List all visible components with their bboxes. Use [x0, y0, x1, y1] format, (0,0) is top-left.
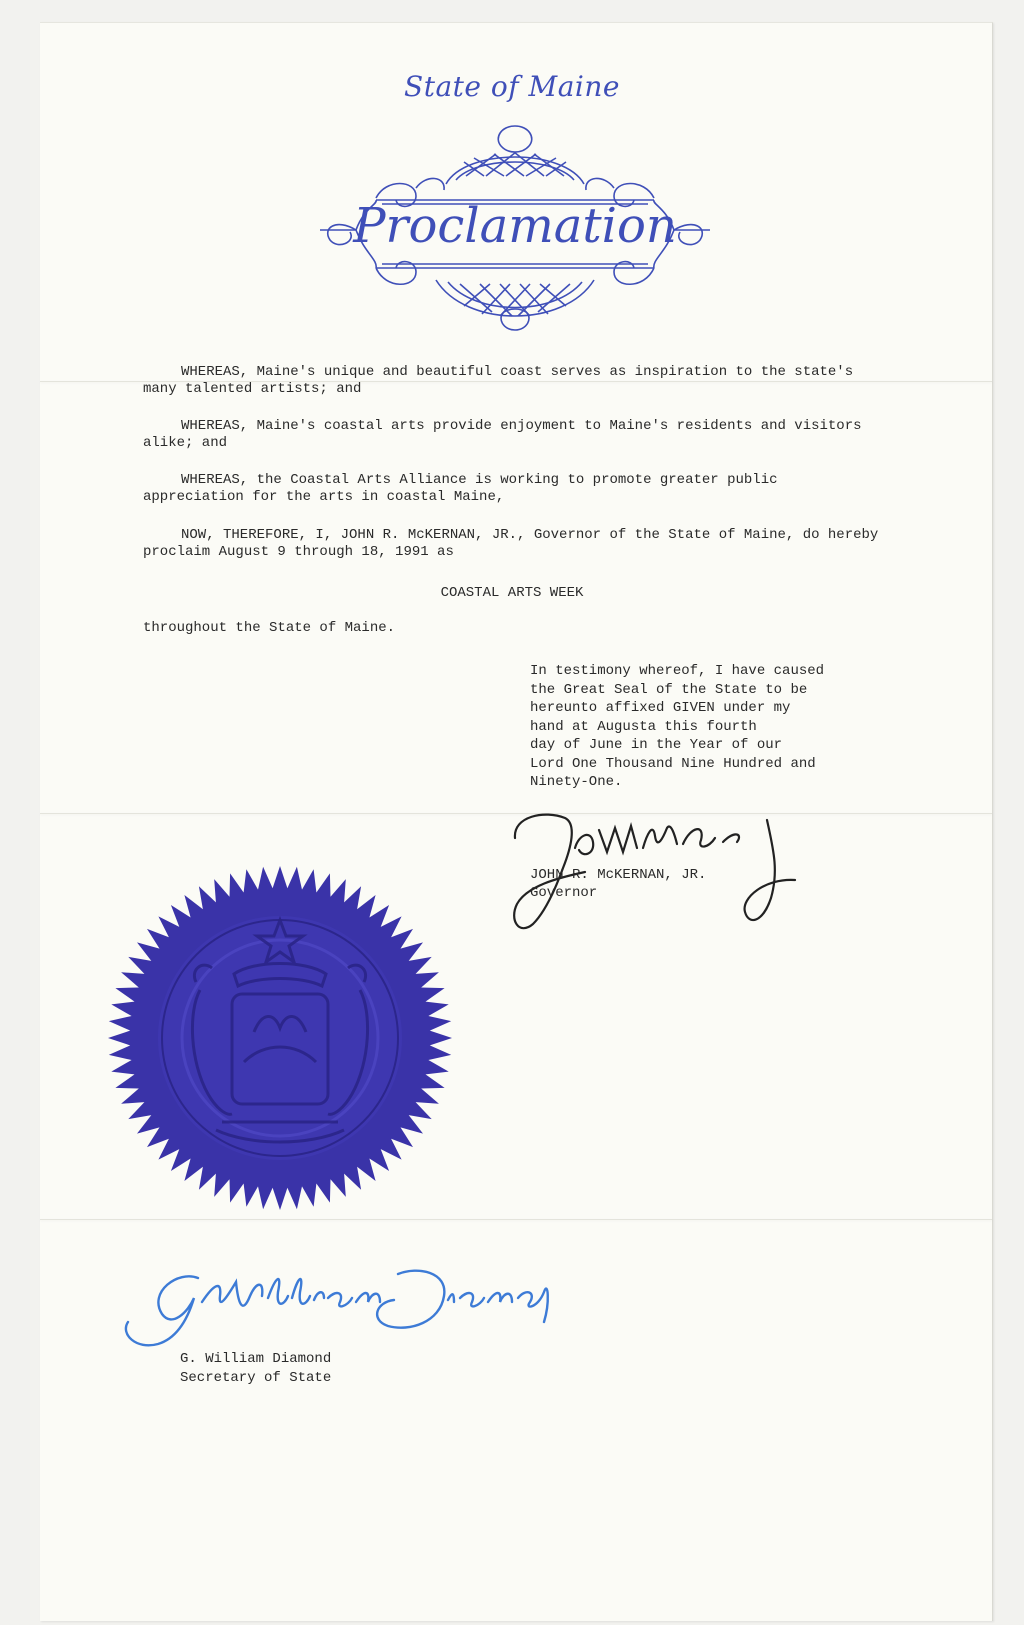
whereas-paragraph-1: WHEREAS, Maine's unique and beautiful coast serves as inspiration to the state's many talented artists; and	[143, 364, 862, 397]
testimony-line: day of June in the Year of our	[530, 737, 783, 753]
governor-title: Governor	[530, 885, 598, 901]
testimony-block	[530, 662, 890, 792]
governor-name: JOHN R. McKERNAN, JR.	[530, 867, 707, 883]
testimony-line: In testimony whereof, I have caused	[530, 663, 825, 679]
secretary-name: G. William Diamond	[180, 1351, 332, 1367]
closing-line: throughout the State of Maine.	[143, 620, 396, 636]
therefore-paragraph: NOW, THEREFORE, I, JOHN R. McKERNAN, JR., Governor of the State of Maine, do hereby proclaim August 9 through 18, 1991 as	[143, 527, 887, 560]
proclamation-title: Proclamation	[353, 198, 677, 254]
whereas-paragraph-3: WHEREAS, the Coastal Arts Alliance is working to promote greater public appreciation for the arts in coastal Maine,	[143, 472, 786, 505]
testimony-line: the Great Seal of the State to be	[530, 681, 808, 698]
testimony-line: Lord One Thousand Nine Hundred and	[530, 755, 816, 772]
great-seal-of-maine-icon	[104, 862, 456, 1214]
fold-line	[40, 1219, 992, 1220]
proclaimed-event: COASTAL ARTS WEEK	[440, 585, 584, 601]
testimony-line: hand at Augusta this fourth	[530, 718, 757, 735]
secretary-title: Secretary of State	[180, 1370, 332, 1386]
state-heading: State of Maine	[404, 70, 620, 103]
whereas-paragraph-2: WHEREAS, Maine's coastal arts provide enjoyment to Maine's residents and visitors alike; and	[143, 418, 870, 451]
scrollwork-ornament-icon	[316, 118, 714, 344]
testimony-line: Ninety-One.	[530, 774, 623, 790]
testimony-line: hereunto affixed GIVEN under my	[530, 700, 791, 716]
